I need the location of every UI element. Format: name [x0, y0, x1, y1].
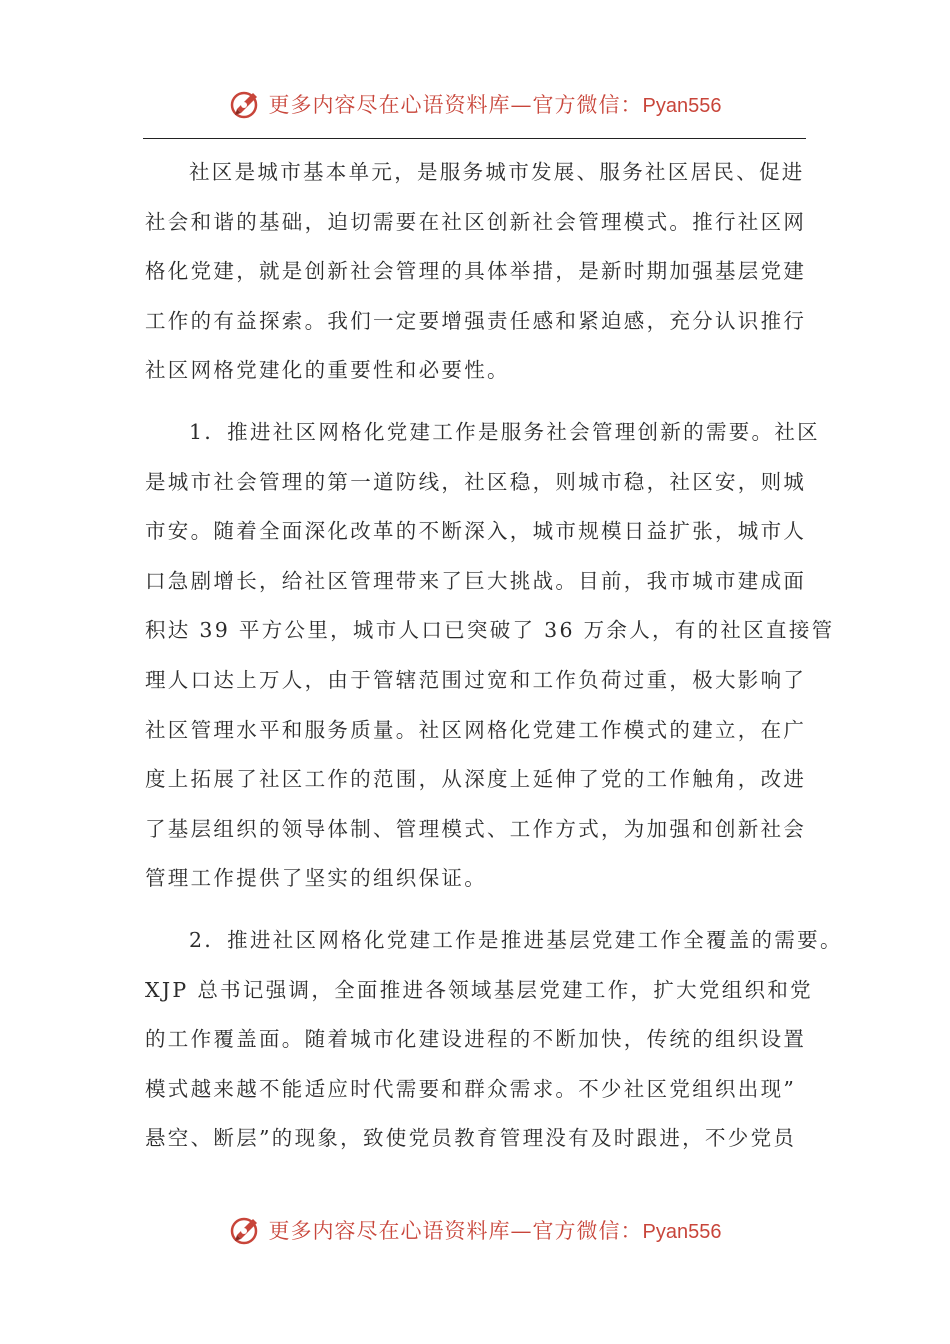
paragraph: [145, 148, 807, 396]
text-line: XJP 总书记强调，全面推进各领域基层党建工作，扩大党组织和党: [145, 977, 813, 1002]
text-line: 社区网格党建化的重要性和必要性。: [145, 358, 510, 383]
text-line: 度上拓展了社区工作的范围，从深度上延伸了党的工作触角，改进: [145, 767, 807, 792]
header-banner: [0, 84, 950, 124]
text-line: 了基层组织的领导体制、管理模式、工作方式，为加强和创新社会: [145, 816, 807, 841]
text-line: 悬空、断层”的现象，致使党员教育管理没有及时跟进，不少党员: [145, 1126, 797, 1151]
pen-logo-icon: [229, 87, 263, 121]
document-body: [145, 148, 843, 1176]
banner-text: 更多内容尽在心语资料库—官方微信：: [268, 1219, 643, 1243]
text-line: 口急剧增长，给社区管理带来了巨大挑战。目前，我市城市建成面: [145, 568, 807, 593]
text-line: 是城市社会管理的第一道防线，社区稳，则城市稳，社区安，则城: [145, 469, 807, 494]
text-line: 模式越来越不能适应时代需要和群众需求。不少社区党组织出现”: [145, 1076, 797, 1101]
pen-logo-icon: [229, 1213, 263, 1247]
wechat-id: Pyan556: [642, 1221, 722, 1243]
text-line: 的工作覆盖面。随着城市化建设进程的不断加快，传统的组织设置: [145, 1027, 807, 1052]
banner-label: [269, 89, 722, 119]
text-line: 管理工作提供了坚实的组织保证。: [145, 866, 487, 891]
text-line: 1．推进社区网格化党建工作是服务社会管理创新的需要。社区: [189, 419, 820, 444]
text-line: 格化党建，就是创新社会管理的具体举措，是新时期加强基层党建: [145, 259, 807, 284]
banner-label: [269, 1215, 722, 1245]
text-line: 市安。随着全面深化改革的不断深入，城市规模日益扩张，城市人: [145, 519, 807, 544]
text-line: 2．推进社区网格化党建工作是推进基层党建工作全覆盖的需要。: [189, 927, 843, 952]
text-line: 理人口达上万人，由于管辖范围过宽和工作负荷过重，极大影响了: [145, 667, 807, 692]
text-line: 社区是城市基本单元，是服务城市发展、服务社区居民、促进: [189, 160, 805, 184]
text-line: 社会和谐的基础，迫切需要在社区创新社会管理模式。推行社区网: [145, 209, 807, 234]
banner-text: 更多内容尽在心语资料库—官方微信：: [268, 93, 643, 117]
text-line: 社区管理水平和服务质量。社区网格化党建工作模式的建立，在广: [145, 717, 807, 742]
paragraph: [145, 408, 835, 904]
paragraph: [145, 916, 843, 1164]
wechat-id: Pyan556: [642, 95, 722, 117]
footer-banner: [0, 1210, 950, 1250]
header-divider: [143, 138, 806, 139]
text-line: 积达 39 平方公里，城市人口已突破了 36 万余人，有的社区直接管: [145, 618, 835, 643]
text-line: 工作的有益探索。我们一定要增强责任感和紧迫感，充分认识推行: [145, 308, 807, 333]
